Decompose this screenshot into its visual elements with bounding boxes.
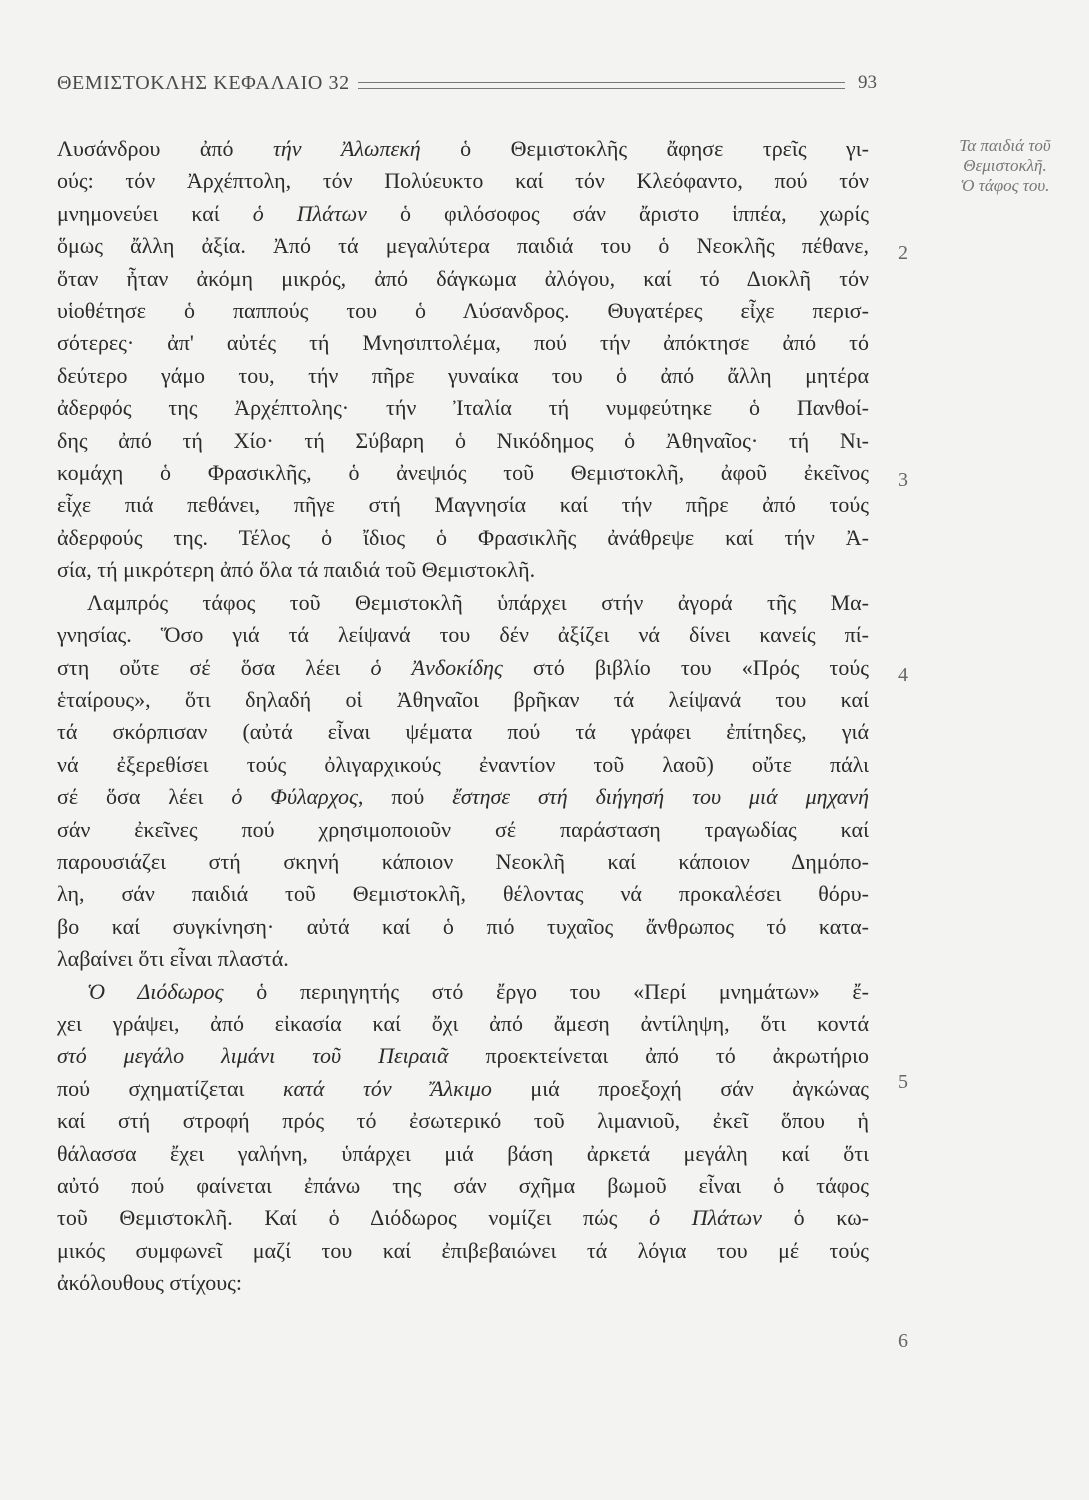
text-line: τοῦ Θεμιστοκλῆ. Καί ὁ Διόδωρος νομίζει πώς ὁ Πλάτων ὁ κω- <box>57 1205 869 1231</box>
text-line: Λαμπρός τάφος τοῦ Θεμιστοκλῆ ὑπάρχει στήν ἀγορά τῆς Μα- <box>87 589 869 615</box>
text-line: ὅταν ἦταν ἀκόμη μικρός, ἀπό δάγκωμα ἀλόγου, καί τό Διοκλῆ τόν <box>57 265 869 291</box>
text-line: εἶχε πιά πεθάνει, πῆγε στή Μαγνησία καί τήν πῆρε ἀπό τούς <box>57 492 869 518</box>
text-line: Λυσάνδρου ἀπό τήν Ἀλωπεκή ὁ Θεμιστοκλῆς ἄφησε τρεῖς γι- <box>57 136 869 161</box>
text-line: μνημονεύει καί ὁ Πλάτων ὁ φιλόσοφος σάν ἄριστο ἱππέα, χωρίς <box>57 200 869 226</box>
text-line: σότερες· ἀπ' αὐτές τή Μνησιπτολέμα, πού τήν ἀπόκτησε ἀπό τό <box>57 330 869 356</box>
section-number: 5 <box>898 1071 908 1093</box>
margin-note-line: Τα παιδιά τοῦ <box>959 136 1051 155</box>
text-line: κομάχη ὁ Φρασικλῆς, ὁ ἀνεψιός τοῦ Θεμιστοκλῆ, ἀφοῦ ἐκεῖνος <box>57 460 869 486</box>
italic-name: ὁ Πλάτων <box>649 1205 762 1231</box>
text-line: σάν ἐκεῖνες πού χρησιμοποιοῦν σέ παράσταση τραγωδίας καί <box>57 816 869 842</box>
text-line: ἀδερφός της Ἀρχέπτολης· τήν Ἰταλία τή νυμφεύτηκε ὁ Πανθοί- <box>57 395 869 421</box>
text-line: Ὁ Διόδωρος ὁ περιηγητής στό ἔργο του «Περί μνημάτων» ἔ- <box>87 978 869 1004</box>
text-line: γνησίας. Ὅσο γιά τά λείψανά του δέν ἀξίζει νά δίνει κανείς πί- <box>57 622 869 648</box>
text-line: παρουσιάζει στή σκηνή κάποιον Νεοκλῆ καί κάποιον Δημόπο- <box>57 848 869 874</box>
section-number: 3 <box>898 469 908 491</box>
text-line: μικός συμφωνεῖ μαζί του καί ἐπιβεβαιώνει τά λόγια του μέ τούς <box>57 1237 869 1263</box>
italic-name: ὁ Φύλαρχος <box>231 784 358 810</box>
text-line: ἀδερφούς της. Τέλος ὁ ἴδιος ὁ Φρασικλῆς ἀνάθρεψε καί τήν Ἀ- <box>57 524 869 550</box>
text-line: στη οὔτε σέ ὅσα λέει ὁ Ἀνδοκίδης στό βιβλίο του «Πρός τούς <box>57 654 869 680</box>
text-line: ἑταίρους», ὅτι δηλαδή οἱ Ἀθηναῖοι βρῆκαν τά λείψανά του καί <box>57 686 869 712</box>
text-line: λη, σάν παιδιά τοῦ Θεμιστοκλῆ, θέλοντας νά προκαλέσει θόρυ- <box>57 881 869 907</box>
text-line: θάλασσα ἔχει γαλήνη, ὑπάρχει μιά βάση ἀρκετά μεγάλη καί ὅτι <box>57 1140 869 1166</box>
text-line: πού σχηματίζεται κατά τόν Ἄλκιμο μιά προεξοχή σάν ἀγκώνας <box>57 1075 869 1101</box>
text-line: στό μεγάλο λιμάνι τοῦ Πειραιᾶ προεκτείνεται ἀπό τό ἀκρωτήριο <box>57 1043 869 1069</box>
text-line: αὐτό πού φαίνεται ἐπάνω της σάν σχῆμα βωμοῦ εἶναι ὁ τάφος <box>57 1173 869 1198</box>
text-line: ἀκόλουθους στίχους: <box>57 1270 242 1296</box>
section-number: 2 <box>898 242 908 264</box>
italic-name: κατά τόν Ἄλκιμο <box>282 1075 492 1101</box>
text-line: δης ἀπό τή Χίο· τή Σύβαρη ὁ Νικόδημος ὁ Ἀθηναῖος· τή Νι- <box>57 427 869 453</box>
margin-note <box>930 136 1080 196</box>
text-line: λαβαίνει ὅτι εἶναι πλαστά. <box>57 946 289 972</box>
header-rule <box>358 82 845 89</box>
italic-name: στό μεγάλο λιμάνι τοῦ Πειραιᾶ <box>57 1043 449 1069</box>
text-line: υἱοθέτησε ὁ παππούς του ὁ Λύσανδρος. Θυγατέρες εἶχε περισ- <box>57 298 869 324</box>
italic-name: ἔστησε στή διήγησή του μιά μηχανή <box>452 784 869 810</box>
running-header <box>57 68 877 98</box>
margin-note-line: Ὁ τάφος του. <box>960 176 1050 195</box>
page-number: 93 <box>858 72 877 93</box>
body-text <box>57 133 869 1300</box>
text-line: σέ ὅσα λέει ὁ Φύλαρχος, πού ἔστησε στή διήγησή του μιά μηχανή <box>57 784 869 810</box>
text-line: σία, τή μικρότερη ἀπό ὅλα τά παιδιά τοῦ Θεμιστοκλῆ. <box>57 557 536 583</box>
text-line: τά σκόρπισαν (αὐτά εἶναι ψέματα πού τά γράφει ἐπίτηδες, γιά <box>57 719 869 745</box>
text-line: βο καί συγκίνηση· αὐτά καί ὁ πιό τυχαῖος ἄνθρωπος τό κατα- <box>57 913 869 939</box>
italic-name: ὁ Ἀνδοκίδης <box>370 654 503 680</box>
section-number: 4 <box>898 664 908 686</box>
italic-name: Ὁ Διόδωρος <box>87 978 224 1004</box>
text-line: καί στή στροφή πρός τό ἐσωτερικό τοῦ λιμανιοῦ, ἐκεῖ ὅπου ἡ <box>57 1108 869 1134</box>
italic-name: ὁ Πλάτων <box>252 200 367 226</box>
text-line: δεύτερο γάμο του, τήν πῆρε γυναίκα του ὁ ἀπό ἄλλη μητέρα <box>57 362 869 388</box>
chapter-title: ΘΕΜΙΣΤΟΚΛΗΣ ΚΕΦΑΛΑΙΟ 32 <box>57 71 350 94</box>
text-line: ούς: τόν Ἀρχέπτολη, τόν Πολύευκτο καί τόν Κλεόφαντο, πού τόν <box>57 168 869 194</box>
section-number: 6 <box>898 1330 908 1352</box>
margin-note-line: Θεμιστοκλῆ. <box>963 156 1047 175</box>
italic-name: τήν Ἀλωπεκή <box>272 136 421 161</box>
text-line: νά ἐξερεθίσει τούς ὀλιγαρχικούς ἐναντίον τοῦ λαοῦ) οὔτε πάλι <box>57 751 869 777</box>
text-line: ὅμως ἄλλη ἀξία. Ἀπό τά μεγαλύτερα παιδιά του ὁ Νεοκλῆς πέθανε, <box>57 233 869 259</box>
text-line: χει γράψει, ἀπό εἰκασία καί ὄχι ἀπό ἄμεση ἀντίληψη, ὅτι κοντά <box>57 1010 869 1036</box>
